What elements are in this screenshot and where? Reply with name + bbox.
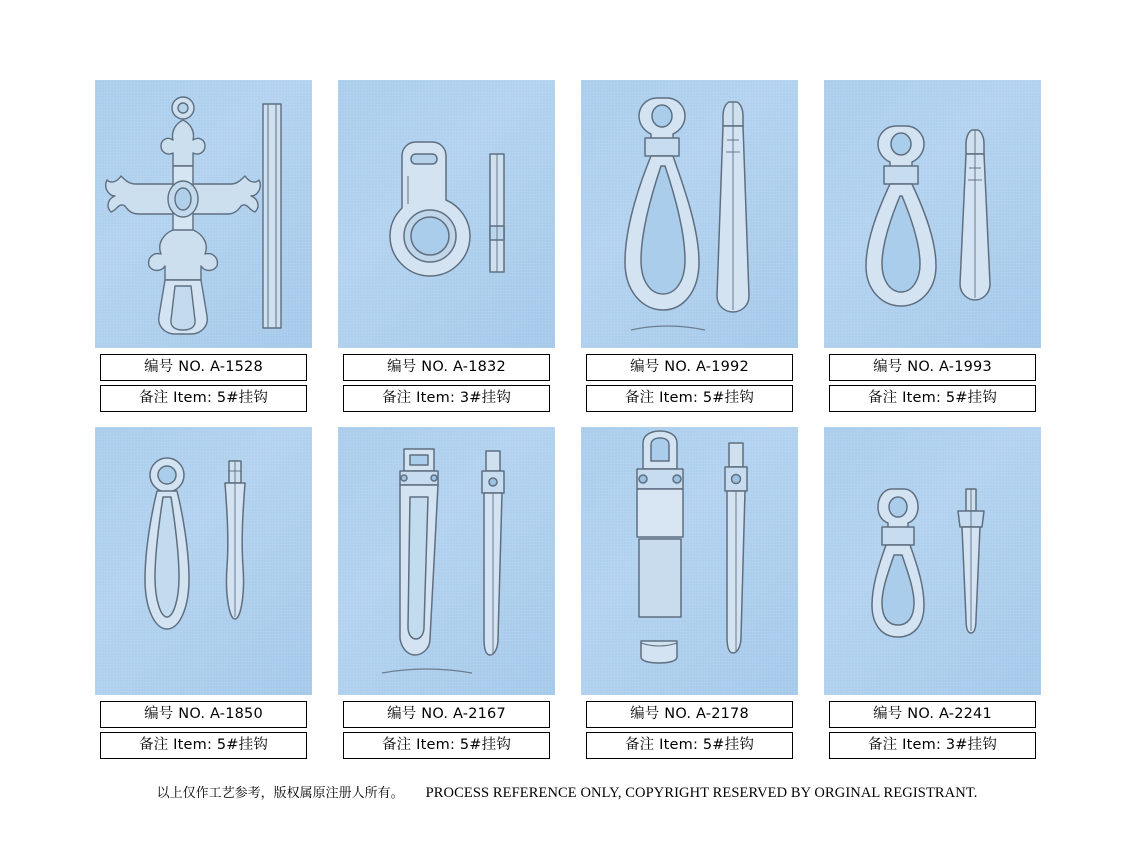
product-grid xyxy=(82,80,1054,774)
product-image-a-1850 xyxy=(95,427,312,695)
product-no-label: 编号 NO. A-2241 xyxy=(829,701,1036,728)
product-image-a-2178 xyxy=(581,427,798,695)
product-image-a-1832 xyxy=(338,80,555,348)
product-cell xyxy=(811,80,1054,412)
product-image-a-2241 xyxy=(824,427,1041,695)
product-item-label: 备注 Item: 5#挂钩 xyxy=(586,732,793,759)
product-item-label: 备注 Item: 5#挂钩 xyxy=(100,385,307,412)
product-item-label: 备注 Item: 5#挂钩 xyxy=(343,732,550,759)
product-no-label: 编号 NO. A-1850 xyxy=(100,701,307,728)
product-cell xyxy=(82,427,325,759)
product-no-label: 编号 NO. A-1992 xyxy=(586,354,793,381)
product-no-label: 编号 NO. A-2178 xyxy=(586,701,793,728)
product-cell xyxy=(568,80,811,412)
product-image-a-1528 xyxy=(95,80,312,348)
product-cell xyxy=(325,80,568,412)
footer-notice-english: PROCESS REFERENCE ONLY, COPYRIGHT RESERVED BY ORGINAL REGISTRANT. xyxy=(425,785,978,801)
product-item-label: 备注 Item: 3#挂钩 xyxy=(343,385,550,412)
product-image-a-1992 xyxy=(581,80,798,348)
product-no-label: 编号 NO. A-2167 xyxy=(343,701,550,728)
product-no-label: 编号 NO. A-1993 xyxy=(829,354,1036,381)
footer-notice-chinese: 以上仅作工艺参考，版权属原注册人所有。 xyxy=(156,786,404,801)
footer-notice xyxy=(0,782,1134,802)
product-cell xyxy=(811,427,1054,759)
product-cell xyxy=(568,427,811,759)
product-item-label: 备注 Item: 5#挂钩 xyxy=(100,732,307,759)
product-image-a-1993 xyxy=(824,80,1041,348)
product-cell xyxy=(82,80,325,412)
product-image-a-2167 xyxy=(338,427,555,695)
product-no-label: 编号 NO. A-1528 xyxy=(100,354,307,381)
product-cell xyxy=(325,427,568,759)
product-item-label: 备注 Item: 5#挂钩 xyxy=(829,385,1036,412)
product-item-label: 备注 Item: 3#挂钩 xyxy=(829,732,1036,759)
product-item-label: 备注 Item: 5#挂钩 xyxy=(586,385,793,412)
product-no-label: 编号 NO. A-1832 xyxy=(343,354,550,381)
